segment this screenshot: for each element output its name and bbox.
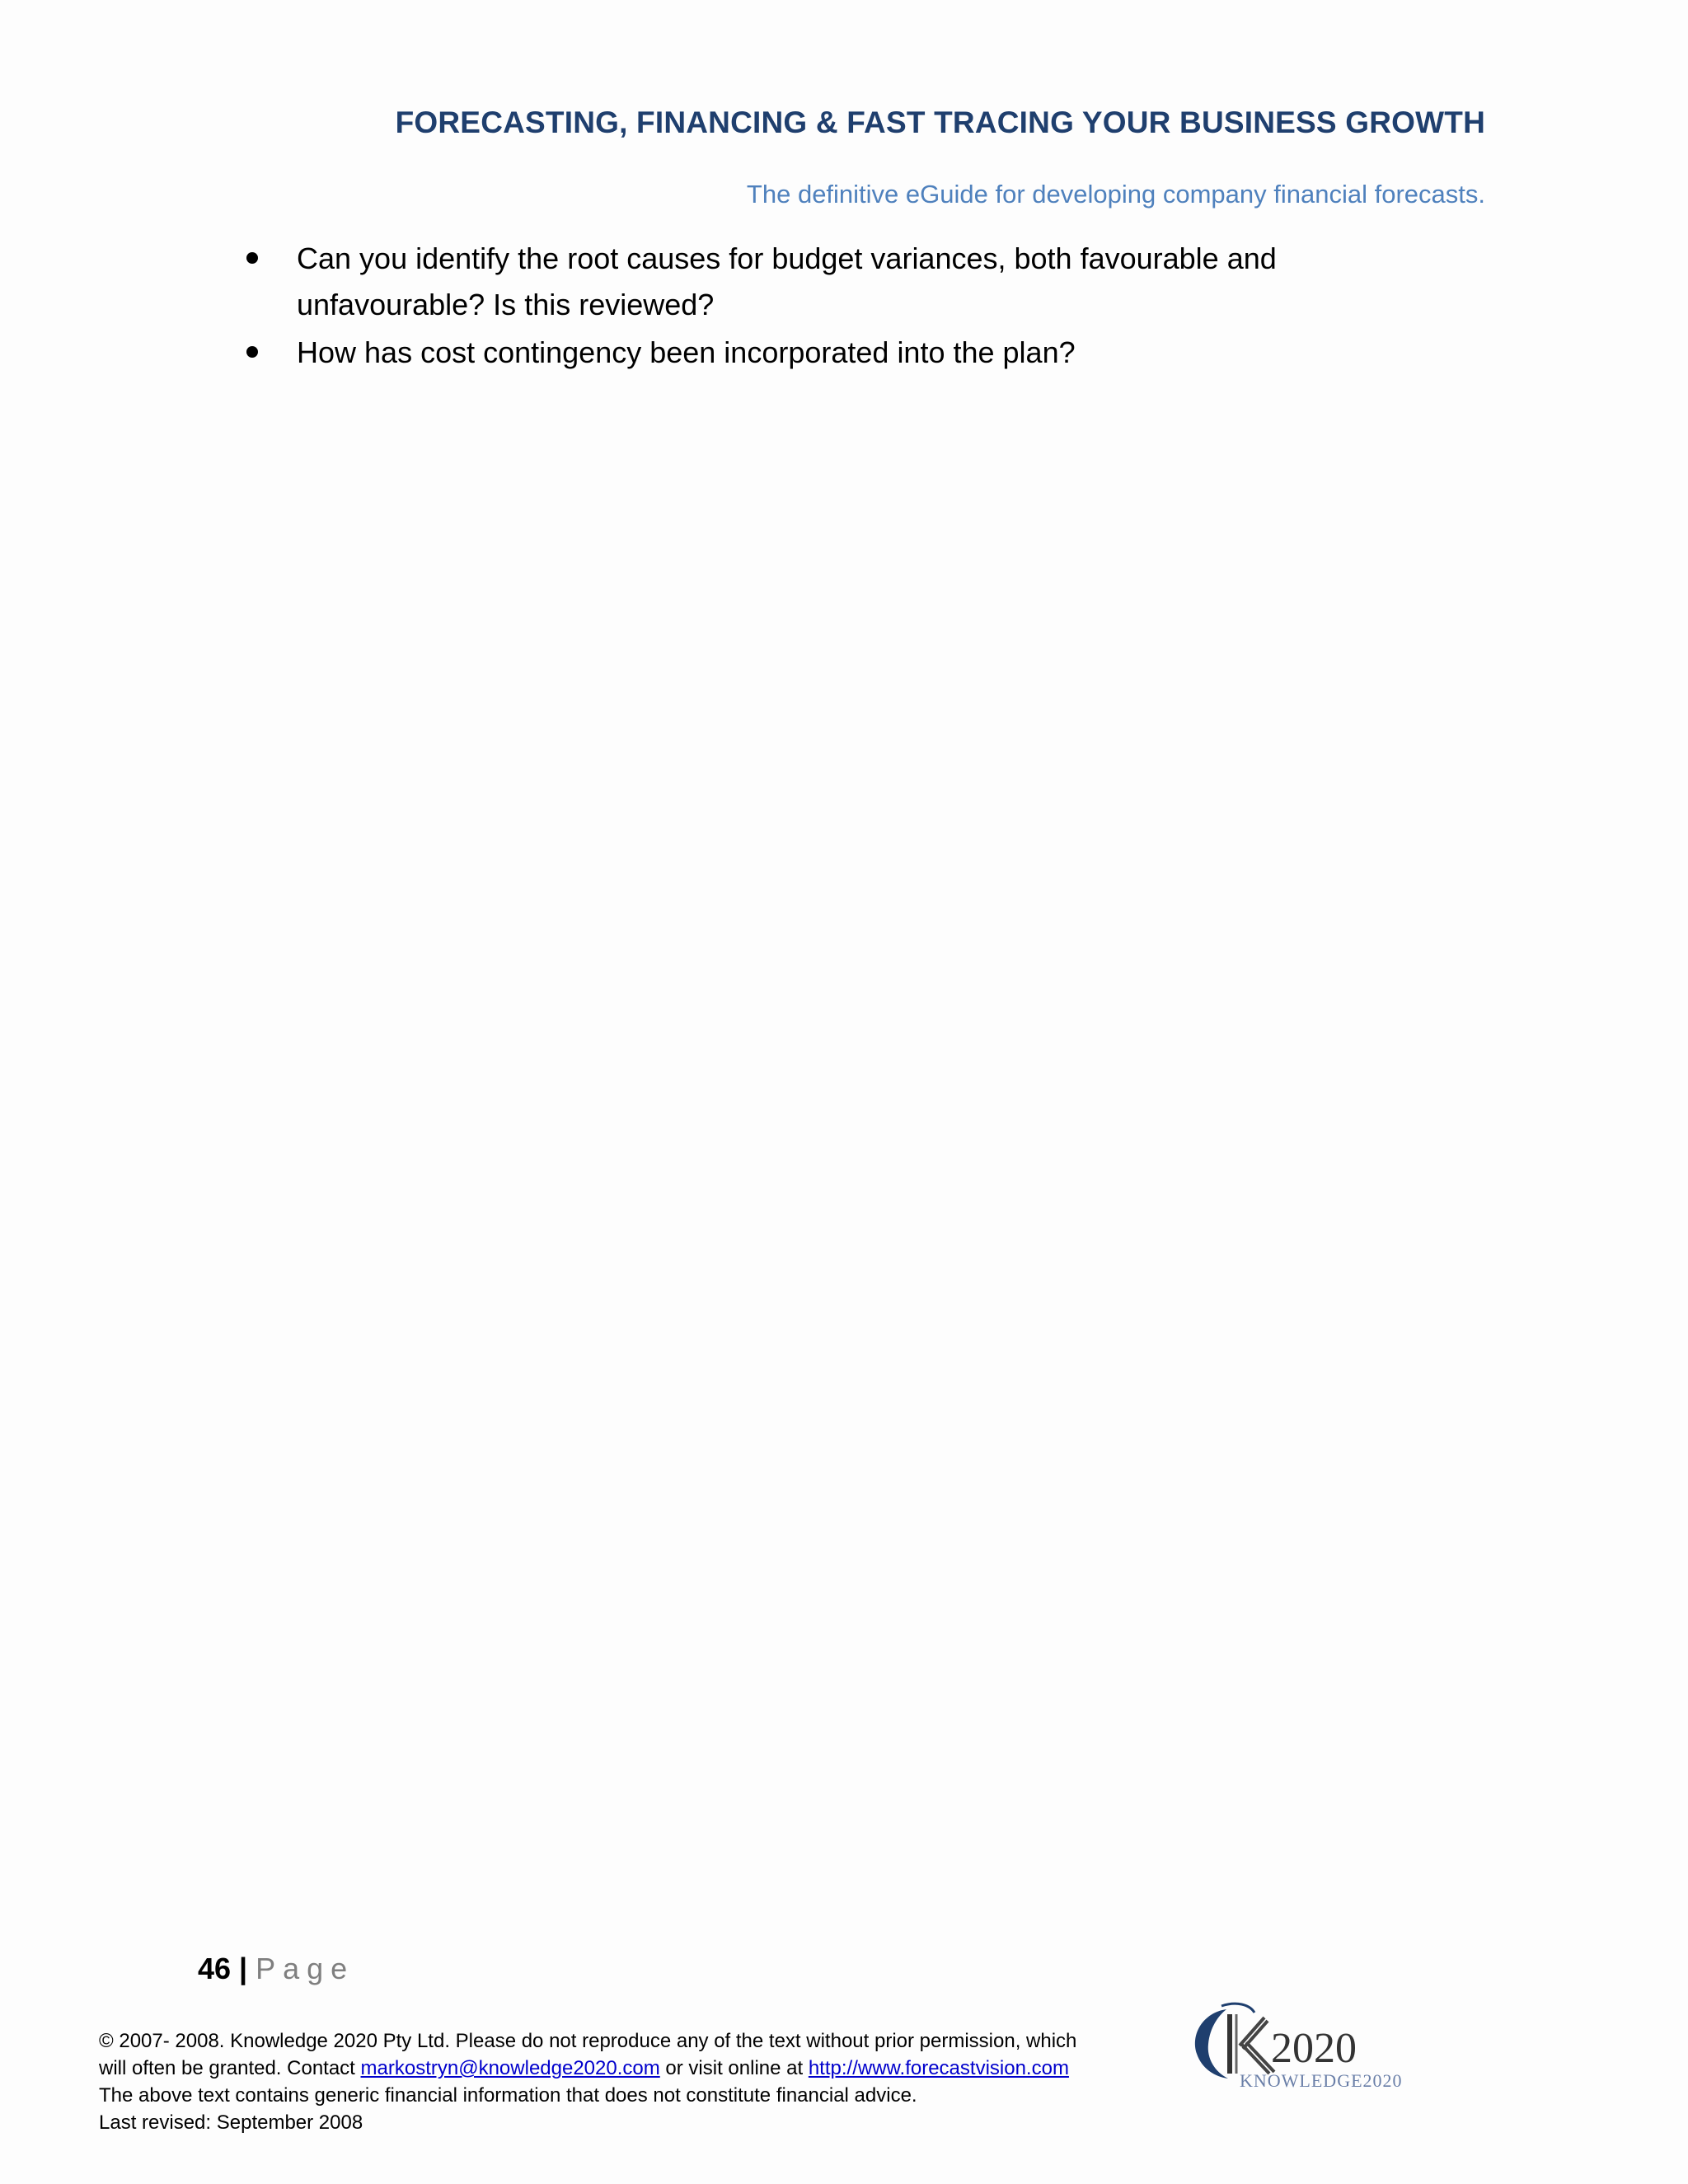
bullet-icon: [246, 252, 258, 264]
page-number-value: 46: [198, 1952, 232, 1985]
bullet-list: [0, 236, 1688, 377]
website-link[interactable]: http://www.forecastvision.com: [808, 2057, 1069, 2079]
last-revised-line: Last revised: September 2008: [99, 2111, 363, 2134]
contact-middle: or visit online at: [665, 2057, 804, 2079]
contact-prefix: will often be granted. Contact: [99, 2057, 355, 2079]
footer-text: [99, 2027, 1170, 2136]
email-link[interactable]: markostryn@knowledge2020.com: [360, 2057, 660, 2079]
logo-mark-text: 2020: [1271, 2025, 1357, 2072]
list-item: [0, 236, 1360, 328]
bullet-text: Can you identify the root causes for budget variances, both favourable and unfavourable? Is this reviewed?: [297, 241, 1277, 321]
page-number-separator: |: [239, 1952, 248, 1985]
disclaimer-line: The above text contains generic financial information that does not constitute financial advice.: [99, 2084, 917, 2107]
page-word: Page: [256, 1952, 355, 1985]
header-subtitle: The definitive eGuide for developing company financial forecasts.: [746, 180, 1485, 209]
logo-brand-text: KNOWLEDGE2020: [1240, 2070, 1403, 2091]
header-title: FORECASTING, FINANCING & FAST TRACING YOUR BUSINESS GROWTH: [395, 105, 1485, 139]
knowledge2020-logo: [1179, 1994, 1426, 2093]
list-item: [0, 330, 1360, 376]
page-number: [198, 1952, 354, 1986]
bullet-icon: [246, 346, 258, 358]
copyright-line: © 2007- 2008. Knowledge 2020 Pty Ltd. Please do not reproduce any of the text without prior permission, which: [99, 2030, 1077, 2052]
contact-line: [99, 2055, 1170, 2082]
bullet-text: How has cost contingency been incorporated into the plan?: [297, 335, 1076, 369]
